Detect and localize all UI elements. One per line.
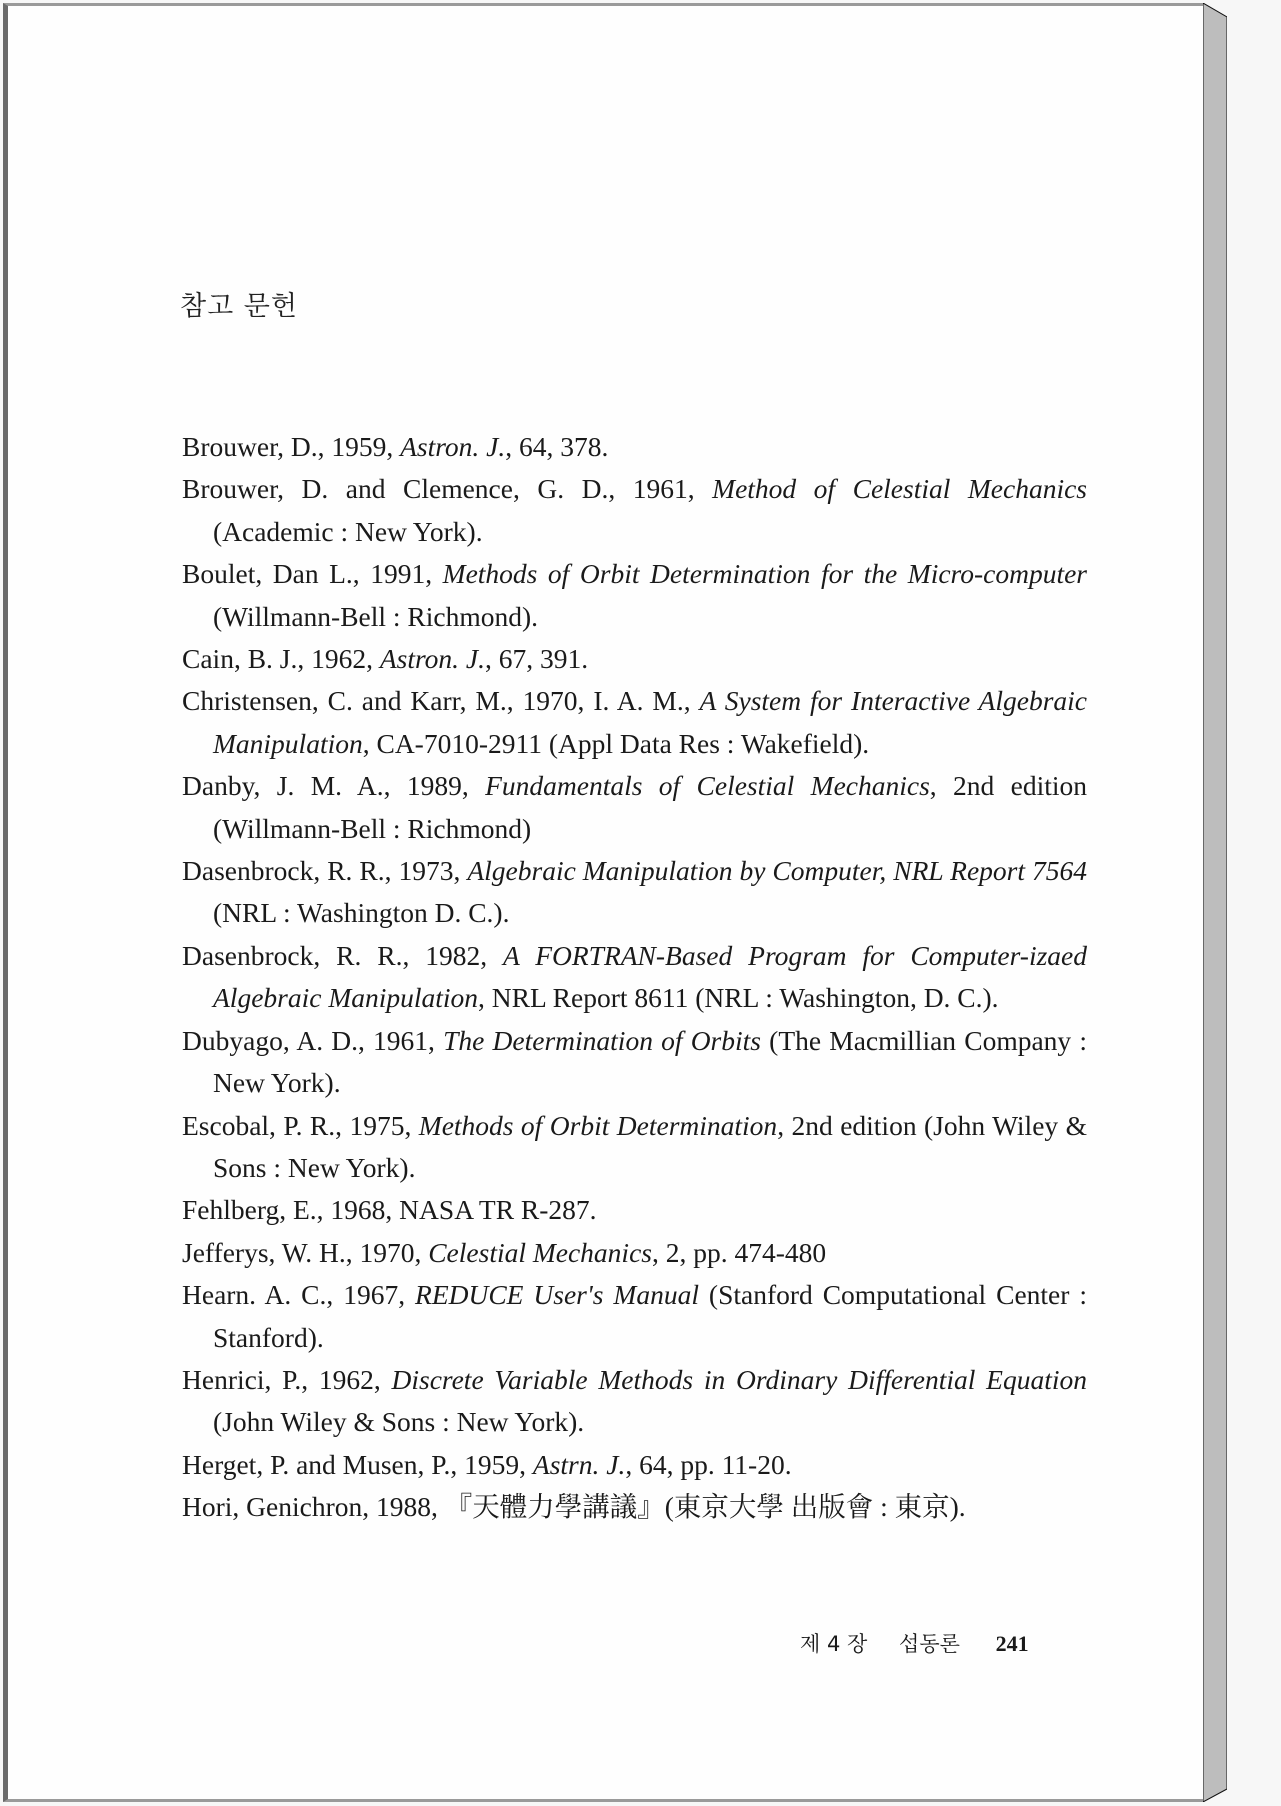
chapter-label: 제 4 장 bbox=[800, 1632, 868, 1656]
reference-item: Dasenbrock, R. R., 1982, A FORTRAN-Based Program for Computer-izaed Algebraic Manipulation, NRL Report 8611 (NRL : Washington, D. C.). bbox=[182, 939, 1087, 1014]
reference-item: Fehlberg, E., 1968, NASA TR R-287. bbox=[182, 1194, 597, 1226]
reference-item: Henrici, P., 1962, Discrete Variable Methods in Ordinary Differential Equation (John Wiley & Sons : New York). bbox=[182, 1363, 1087, 1438]
page-edge-strip bbox=[1203, 3, 1227, 1802]
reference-item: Hearn. A. C., 1967, REDUCE User's Manual (Stanford Computational Center : Stanford). bbox=[182, 1279, 1087, 1353]
reference-item: Brouwer, D., 1959, Astron. J., 64, 378. bbox=[182, 431, 609, 462]
reference-item: Hori, Genichron, 1988, 『天體力學講議』(東京大學 出版會 : 東京). bbox=[182, 1491, 966, 1523]
reference-item: Cain, B. J., 1962, Astron. J., 67, 391. bbox=[182, 643, 589, 675]
reference-item: Danby, J. M. A., 1989, Fundamentals of Celestial Mechanics, 2nd edition (Willmann-Bell : Richmond) bbox=[182, 770, 1087, 844]
reference-list bbox=[182, 426, 1087, 1529]
reference-item: Christensen, C. and Karr, M., 1970, I. A. M., A System for Interactive Algebraic Manipulation, CA-7010-2911 (Appl Data Res : Wakefield). bbox=[182, 685, 1088, 759]
reference-item: Escobal, P. R., 1975, Methods of Orbit Determination, 2nd edition (John Wiley & Sons : New York). bbox=[182, 1109, 1087, 1183]
reference-item: Brouwer, D. and Clemence, G. D., 1961, Method of Celestial Mechanics (Academic : New York). bbox=[182, 473, 1088, 547]
chapter-title: 섭동론 bbox=[899, 1632, 960, 1656]
page-number: 241 bbox=[995, 1631, 1029, 1656]
reference-item: Jefferys, W. H., 1970, Celestial Mechanics, 2, pp. 474-480 bbox=[182, 1236, 827, 1268]
page-heading: 참고 문헌 bbox=[180, 291, 298, 322]
reference-item: Boulet, Dan L., 1991, Methods of Orbit Determination for the Micro-computer (Willmann-Bell : Richmond). bbox=[182, 558, 1087, 632]
reference-item: Dasenbrock, R. R., 1973, Algebraic Manipulation by Computer, NRL Report 7564 (NRL : Washington D. C.). bbox=[182, 855, 1087, 929]
reference-item: Dubyago, A. D., 1961, The Determination of Orbits (The Macmillian Company : New York). bbox=[182, 1024, 1087, 1099]
page-footer bbox=[800, 1628, 1029, 1658]
reference-item: Herget, P. and Musen, P., 1959, Astrn. J., 64, pp. 11-20. bbox=[182, 1448, 792, 1480]
